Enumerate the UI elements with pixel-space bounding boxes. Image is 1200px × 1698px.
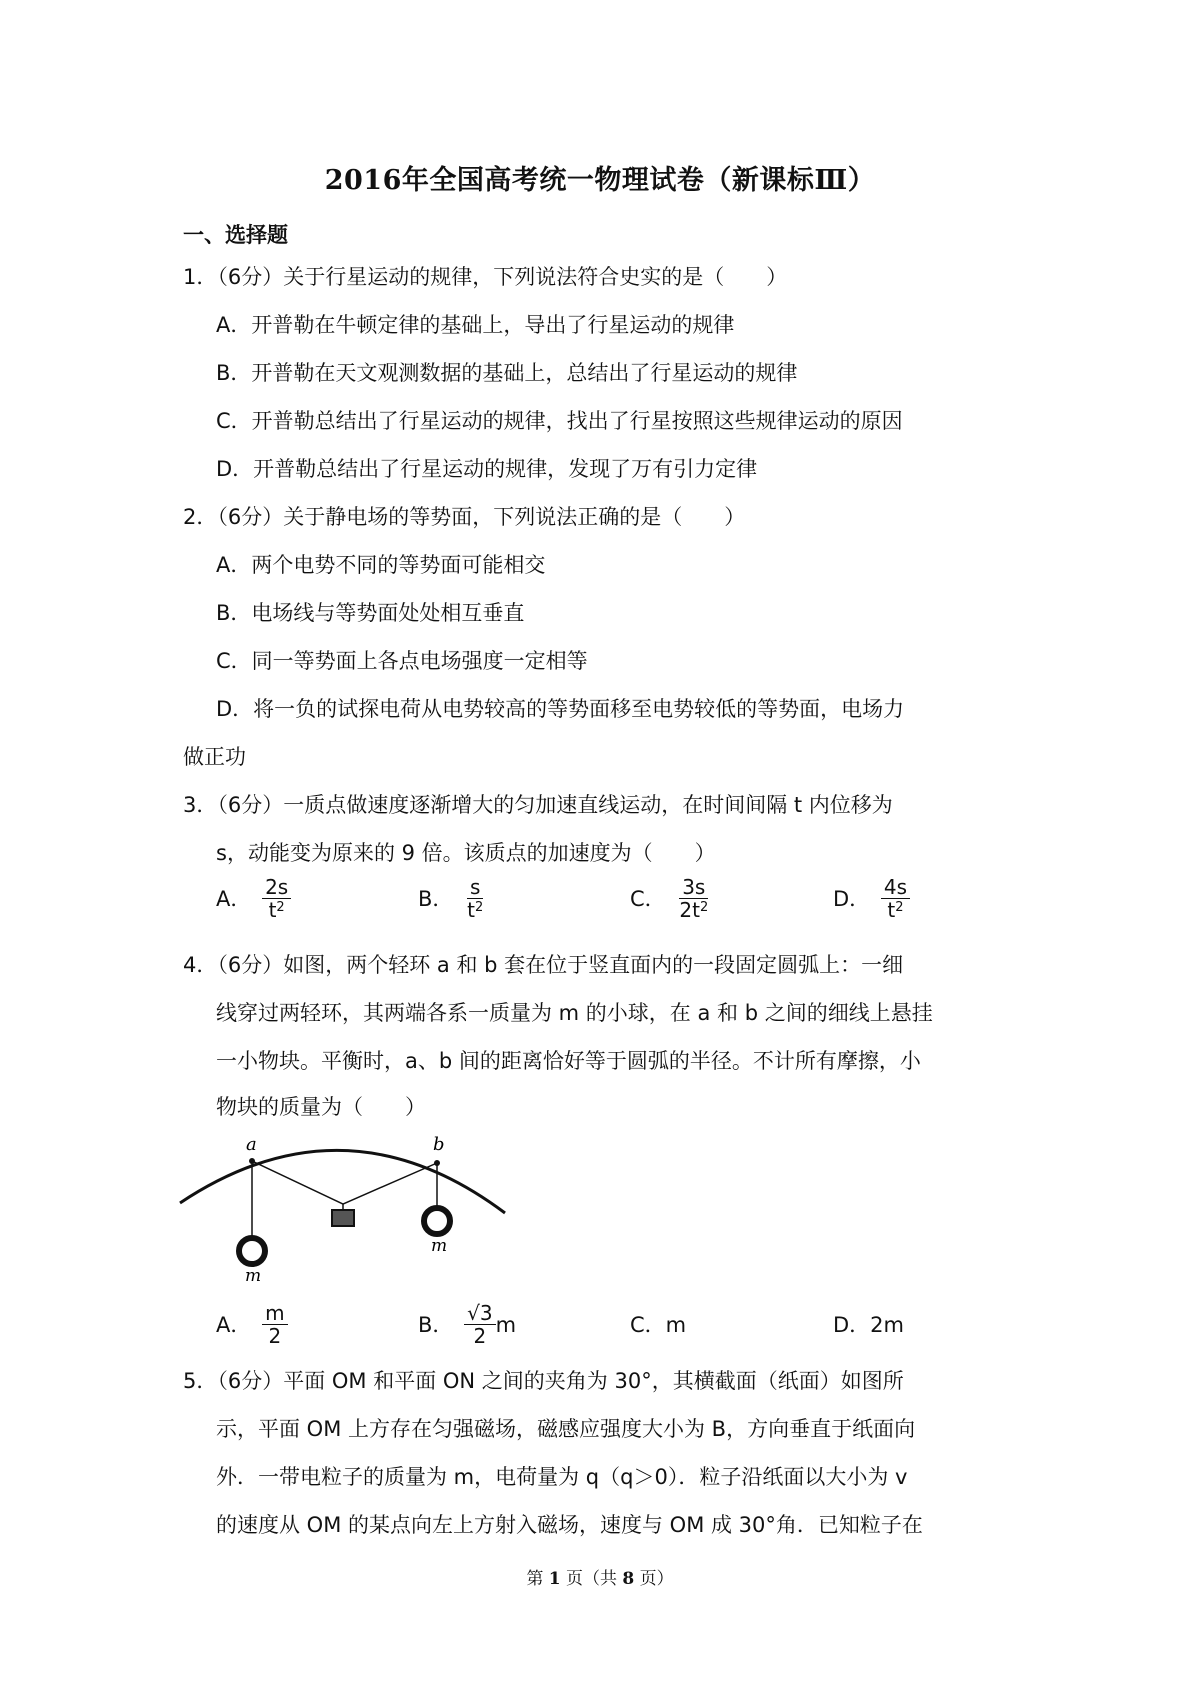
q5-stem-line2: 示，平面 OM 上方存在匀强磁场，磁感应强度大小为 B，方向垂直于纸面向 [216,1417,916,1441]
q2-option-b: B．电场线与等势面处处相互垂直 [216,601,525,625]
q4-stem-line1: 4．（6分）如图，两个轻环 a 和 b 套在位于竖直面内的一段固定圆弧上：一细 [183,953,904,977]
q4-stem-line3: 一小物块。平衡时，a、b 间的距离恰好等于圆弧的半径。不计所有摩擦，小 [216,1049,921,1073]
q3-option-d-fraction: $\frac{4s}{t^2}$ [881,876,910,921]
q4-option-a: A． $\frac{m}{2}$ [216,1302,288,1347]
q3-option-b: B． $\frac{s}{t^2}$ [418,876,486,921]
q2-option-d-cont: 做正功 [183,745,246,769]
q4-option-b: B． $\frac{√3}{2}$ m [418,1301,517,1348]
q3-option-c-fraction: $\frac{3s}{2t^2}$ [679,875,709,922]
q4-stem-line4: 物块的质量为（ ） [216,1095,426,1119]
q2-option-c: C．同一等势面上各点电场强度一定相等 [216,649,588,673]
q1-option-c: C．开普勒总结出了行星运动的规律，找出了行星按照这些规律运动的原因 [216,409,903,433]
q3-option-c: C． $\frac{3s}{2t^2}$ [630,876,711,921]
q2-option-d: D．将一负的试探电荷从电势较高的等势面移至电势较低的等势面，电场力 [216,697,905,721]
q3-stem-line1: 3．（6分）一质点做速度逐渐增大的匀加速直线运动，在时间间隔 t 内位移为 [183,793,893,817]
page-number: 1 [548,1569,561,1589]
page-title: 2016年全国高考统一物理试卷（新课标Ⅲ） [324,165,876,196]
q1-option-b: B．开普勒在天文观测数据的基础上，总结出了行星运动的规律 [216,361,798,385]
ball-right [424,1208,450,1234]
q3-option-a: A． $\frac{2s}{t^2}$ [216,876,291,921]
q4-figure [175,1128,515,1283]
q3-option-b-fraction: $\frac{s}{t^2}$ [467,875,484,922]
q3-stem-line2: s，动能变为原来的 9 倍。该质点的加速度为（ ） [216,841,716,865]
label-m-left: m [245,1266,262,1283]
label-a: a [246,1134,257,1155]
q4-option-b-fraction: $\frac{√3}{2}$ [464,1302,495,1347]
q4-option-c: C．m [630,1313,687,1337]
q1-option-d: D．开普勒总结出了行星运动的规律，发现了万有引力定律 [216,457,758,481]
q5-stem-line1: 5．（6分）平面 OM 和平面 ON 之间的夹角为 30°，其横截面（纸面）如图所 [183,1369,904,1393]
q2-option-a: A．两个电势不同的等势面可能相交 [216,553,546,577]
q3-option-d: D． $\frac{4s}{t^2}$ [833,876,910,921]
q5-stem-line3: 外．一带电粒子的质量为 m，电荷量为 q（q＞0）．粒子沿纸面以大小为 v [216,1465,908,1489]
q4-option-a-fraction: $\frac{m}{2}$ [262,1302,287,1347]
q2-stem: 2．（6分）关于静电场的等势面，下列说法正确的是（ ） [183,505,746,529]
page-footer: 第 1 页（共 8 页） [526,1569,674,1589]
thread-middle [252,1161,437,1204]
q4-stem-line2: 线穿过两轻环，其两端各系一质量为 m 的小球，在 a 和 b 之间的细线上悬挂 [216,1001,933,1025]
small-block [332,1210,354,1226]
label-m-right: m [431,1236,448,1256]
q3-option-a-fraction: $\frac{2s}{t^2}$ [262,876,291,921]
q1-option-a: A．开普勒在牛顿定律的基础上，导出了行星运动的规律 [216,313,735,337]
section-heading: 一、选择题 [183,223,288,247]
q5-stem-line4: 的速度从 OM 的某点向左上方射入磁场，速度与 OM 成 30°角．已知粒子在 [216,1513,923,1537]
q1-stem: 1．（6分）关于行星运动的规律，下列说法符合史实的是（ ） [183,265,788,289]
q4-option-d: D．2m [833,1313,904,1337]
label-b: b [433,1134,445,1155]
ball-left [239,1238,265,1264]
page-total: 8 [622,1569,635,1589]
